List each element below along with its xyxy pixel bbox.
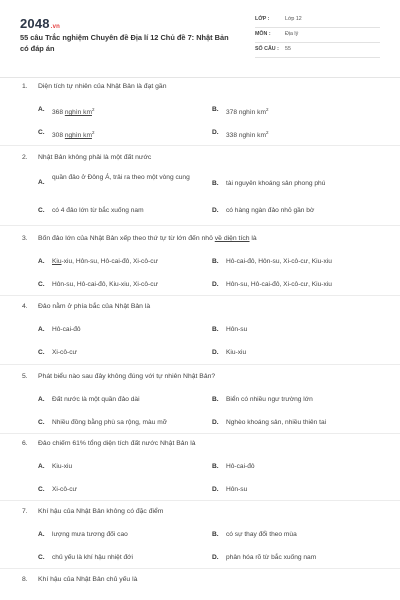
document-header <box>0 0 400 76</box>
question-stem: 8. Khí hậu của Nhật Bản chủ yếu là <box>22 576 138 583</box>
question-stem: 3. Bốn đảo lớn của Nhật Bản xếp theo thứ tự từ lớn đến nhỏ về diện tích là <box>22 235 257 242</box>
meta-count-key: SỐ CÂU : <box>255 46 279 52</box>
header-divider <box>0 77 400 78</box>
meta-subject-key: MÔN : <box>255 31 271 37</box>
document-title: 55 câu Trắc nghiệm Chuyên đề Địa lí 12 Chủ đề 7: Nhật Bản có đáp án <box>20 33 229 53</box>
meta-subject <box>255 29 380 43</box>
question-stem: 6. Đảo chiếm 61% tổng diện tích đất nước Nhật Bản là <box>22 440 196 447</box>
question-separator <box>0 568 400 569</box>
question-stem: 5. Phát biểu nào sau đây không đúng với tự nhiên Nhật Bản? <box>22 373 216 380</box>
meta-class-key: LỚP : <box>255 16 270 22</box>
question-separator <box>0 500 400 501</box>
question-stem: 4. Đảo nằm ở phía bắc của Nhật Bản là <box>22 303 151 310</box>
meta-subject-value: Địa lý <box>285 31 299 37</box>
question-stem: 7. Khí hậu của Nhật Bản không có đặc điểm <box>22 508 164 515</box>
site-logo[interactable] <box>20 16 60 31</box>
question-separator <box>0 364 400 365</box>
logo-text: 2048 <box>20 16 50 31</box>
logo-suffix: .vn <box>50 24 61 30</box>
meta-class-value: Lớp 12 <box>285 16 302 22</box>
meta-count-value: 55 <box>285 46 291 52</box>
question-separator <box>0 295 400 296</box>
question-separator <box>0 433 400 434</box>
question-separator <box>0 225 400 226</box>
question-stem: 2. Nhật Bản không phải là một đất nước <box>22 154 152 161</box>
question-separator <box>0 145 400 146</box>
meta-class <box>255 14 380 28</box>
question-stem: 1. Diện tích tự nhiên của Nhật Bản là đạt gần <box>22 83 167 90</box>
document-page: 2048.vn 55 câu Trắc nghiệm Chuyên đề Địa lí 12 Chủ đề 7: Nhật Bản có đáp án LỚP : Lớp 12 MÔN : Địa lý SỐ CÂU : 55 1. Diện tích tự nhiên của Nhật Bản là đạt gần A. 368 nghìn $km^2$ B. 378 nghìn $km^2$ C. 308 nghìn $km^2$ D. 338 nghìn $km^2$ 2. Nhật Bản không phải là một đất nước A. quần đảo ở Đông Á, trải ra theo một vòng cung B. tài nguyên khoáng sản phong phú C. có 4 đảo lớn từ bắc xuống nam D. có hàng ngàn đảo nhỏ gần bờ 3. Bốn đảo lớn của Nhật Bản xếp theo thứ tự từ lớn đến nhỏ về diện tích là A. Kiu-xiu, Hôn-su, Hô-cai-đô, Xi-cô-cư B. Hô-cai-đô, Hôn-su, Xi-cô-cư, Kiu-xiu C. Hôn-su, Hô-cai-đô, Kiu-xiu, Xi-cô-cư D. Hôn-su, Hô-cai-đô, Xi-cô-cư, Kiu-xiu 4. Đảo nằm ở phía bắc của Nhật Bản là A. Hô-cai-đô B. Hôn-su C. Xi-cô-cư D. Kiu-xiu 5. Phát biểu nào sau đây không đúng với tự nhiên Nhật Bản? A. Đất nước là một quần đảo dài B. Biển có nhiều ngư trường lớn C. Nhiều đồng bằng phù sa rộng, màu mỡ D. Nghèo khoáng sản, nhiều thiên tai 6. Đảo chiếm 61% tổng diện tích đất nước Nhật Bản là A. Kiu-xiu B. Hô-cai-đô C. Xi-cô-cư D. Hôn-su 7. Khí hậu của Nhật Bản không có đặc điểm A. lượng mưa tương đối cao B. có sự thay đổi theo mùa C. chủ yếu là khí hậu nhiệt đới D. phân hóa rõ từ bắc xuống nam 8. Khí hậu của Nhật Bản chủ yếu là <box>0 0 400 600</box>
meta-count <box>255 44 380 58</box>
